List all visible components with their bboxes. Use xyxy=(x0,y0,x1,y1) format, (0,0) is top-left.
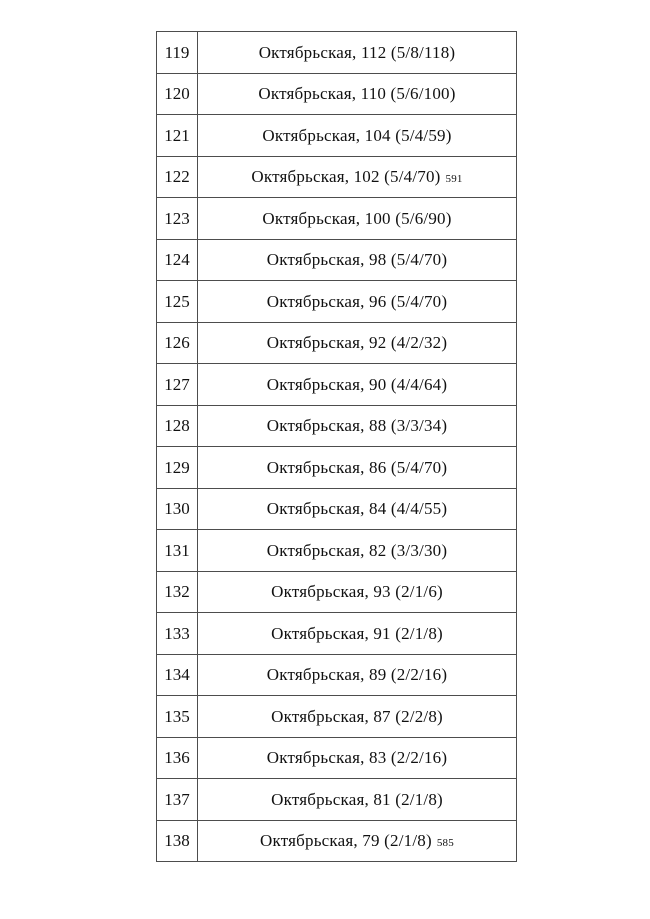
table-row xyxy=(157,405,517,447)
table-row xyxy=(157,779,517,821)
address-cell xyxy=(198,447,517,489)
address-text: Октябрьская, 112 (5/8/118) xyxy=(258,42,456,62)
row-number: 133 xyxy=(157,613,198,655)
table-row xyxy=(157,364,517,406)
row-number: 135 xyxy=(157,696,198,738)
table-row xyxy=(157,32,517,74)
table-row xyxy=(157,322,517,364)
row-number: 127 xyxy=(157,364,198,406)
table-row xyxy=(157,613,517,655)
address-text: Октябрьская, 83 (2/2/16) xyxy=(266,748,448,768)
table-row xyxy=(157,530,517,572)
row-number: 126 xyxy=(157,322,198,364)
table-row xyxy=(157,156,517,198)
address-cell xyxy=(198,737,517,779)
address-cell xyxy=(198,364,517,406)
address-cell xyxy=(198,156,517,198)
address-cell xyxy=(198,820,517,862)
address-cell xyxy=(198,654,517,696)
table-row xyxy=(157,239,517,281)
address-cell xyxy=(198,405,517,447)
table-row xyxy=(157,198,517,240)
table-row xyxy=(157,696,517,738)
address-text: Октябрьская, 84 (4/4/55) xyxy=(266,499,448,519)
row-number: 130 xyxy=(157,488,198,530)
address-text: Октябрьская, 79 (2/1/8) xyxy=(260,831,432,851)
row-number: 136 xyxy=(157,737,198,779)
address-cell xyxy=(198,32,517,74)
address-text: Октябрьская, 86 (5/4/70) xyxy=(266,457,448,477)
address-cell xyxy=(198,322,517,364)
row-number: 131 xyxy=(157,530,198,572)
row-number: 129 xyxy=(157,447,198,489)
address-cell xyxy=(198,779,517,821)
address-text: Октябрьская, 110 (5/6/100) xyxy=(258,84,456,104)
address-text: Октябрьская, 100 (5/6/90) xyxy=(262,208,452,228)
row-number: 124 xyxy=(157,239,198,281)
footnote-ref: 585 xyxy=(436,837,454,850)
row-number: 120 xyxy=(157,73,198,115)
address-cell xyxy=(198,239,517,281)
table-row xyxy=(157,115,517,157)
address-cell xyxy=(198,115,517,157)
row-number: 119 xyxy=(157,32,198,74)
footnote-ref: 591 xyxy=(445,173,463,186)
address-cell xyxy=(198,613,517,655)
row-number: 137 xyxy=(157,779,198,821)
address-text: Октябрьская, 87 (2/2/8) xyxy=(271,706,443,726)
address-text: Октябрьская, 96 (5/4/70) xyxy=(266,291,448,311)
address-cell xyxy=(198,488,517,530)
address-text: Октябрьская, 92 (4/2/32) xyxy=(266,333,448,353)
address-cell xyxy=(198,696,517,738)
address-cell xyxy=(198,198,517,240)
address-cell xyxy=(198,73,517,115)
address-text: Октябрьская, 104 (5/4/59) xyxy=(262,125,452,145)
table-row xyxy=(157,488,517,530)
table-row xyxy=(157,654,517,696)
row-number: 132 xyxy=(157,571,198,613)
row-number: 134 xyxy=(157,654,198,696)
address-text: Октябрьская, 90 (4/4/64) xyxy=(266,374,448,394)
row-number: 121 xyxy=(157,115,198,157)
table-row xyxy=(157,73,517,115)
address-table xyxy=(156,31,517,862)
address-cell xyxy=(198,281,517,323)
address-text: Октябрьская, 98 (5/4/70) xyxy=(266,250,448,270)
address-text: Октябрьская, 91 (2/1/8) xyxy=(271,623,443,643)
row-number: 122 xyxy=(157,156,198,198)
address-text: Октябрьская, 89 (2/2/16) xyxy=(266,665,448,685)
row-number: 128 xyxy=(157,405,198,447)
table-row xyxy=(157,737,517,779)
address-cell xyxy=(198,530,517,572)
table-row xyxy=(157,447,517,489)
address-text: Октябрьская, 102 (5/4/70) xyxy=(251,167,441,187)
address-text: Октябрьская, 81 (2/1/8) xyxy=(271,789,443,809)
table-row xyxy=(157,281,517,323)
row-number: 125 xyxy=(157,281,198,323)
row-number: 138 xyxy=(157,820,198,862)
table-row xyxy=(157,820,517,862)
address-cell xyxy=(198,571,517,613)
address-table-body xyxy=(157,32,517,862)
address-text: Октябрьская, 82 (3/3/30) xyxy=(266,540,448,560)
address-text: Октябрьская, 93 (2/1/6) xyxy=(271,582,443,602)
address-text: Октябрьская, 88 (3/3/34) xyxy=(266,416,448,436)
row-number: 123 xyxy=(157,198,198,240)
table-row xyxy=(157,571,517,613)
